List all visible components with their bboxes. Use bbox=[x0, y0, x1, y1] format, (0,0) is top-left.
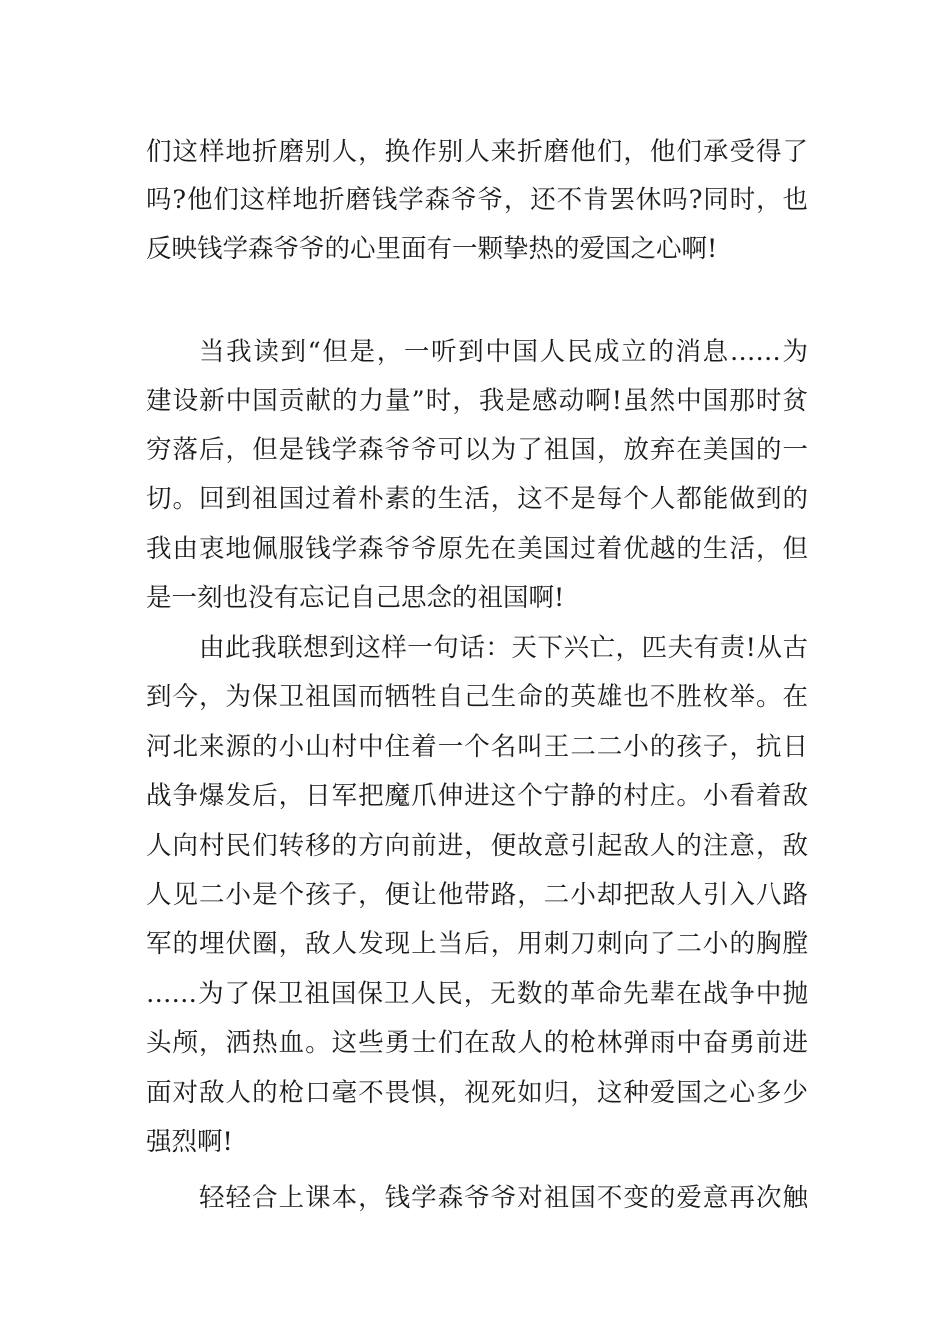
paragraph-1-line-2: 吗?他们这样地折磨钱学森爷爷，还不肯罢休吗?同时，也 bbox=[146, 185, 808, 215]
paragraph-2-line-6: 是一刻也没有忘记自己思念的祖国啊! bbox=[146, 583, 565, 613]
paragraph-3-line-3: 河北来源的小山村中住着一个名叫王二二小的孩子，抗日 bbox=[146, 732, 808, 762]
paragraph-3-line-2: 到今，为保卫祖国而牺牲自己生命的英雄也不胜枚举。在 bbox=[146, 682, 808, 712]
paragraph-3-line-1: 由此我联想到这样一句话：天下兴亡，匹夫有责!从古 bbox=[199, 633, 808, 663]
paragraph-2-line-1: 当我读到“但是，一听到中国人民成立的消息……为 bbox=[199, 337, 808, 367]
paragraph-2-line-3: 穷落后，但是钱学森爷爷可以为了祖国，放弃在美国的一 bbox=[146, 435, 808, 465]
paragraph-2-line-5: 我由衷地佩服钱学森爷爷原先在美国过着优越的生活，但 bbox=[146, 534, 808, 564]
paragraph-3-line-6: 人见二小是个孩子，便让他带路，二小却把敌人引入八路 bbox=[146, 880, 808, 910]
paragraph-2-line-4: 切。回到祖国过着朴素的生活，这不是每个人都能做到的 bbox=[146, 484, 808, 514]
paragraph-3-line-4: 战争爆发后，日军把魔爪伸进这个宁静的村庄。小看着敌 bbox=[146, 781, 808, 811]
paragraph-1-line-3: 反映钱学森爷爷的心里面有一颗挚热的爱国之心啊! bbox=[146, 234, 718, 264]
paragraph-2-line-2: 建设新中国贡献的力量”时，我是感动啊!虽然中国那时贫 bbox=[146, 386, 808, 416]
paragraph-1-line-1: 们这样地折磨别人，换作别人来折磨他们，他们承受得了 bbox=[146, 137, 808, 167]
paragraph-3-line-10: 面对敌人的枪口毫不畏惧，视死如归，这种爱国之心多少 bbox=[146, 1078, 808, 1108]
paragraph-3-line-5: 人向村民们转移的方向前进，便故意引起敌人的注意，敌 bbox=[146, 831, 808, 861]
paragraph-3-line-9: 头颅，洒热血。这些勇士们在敌人的枪林弹雨中奋勇前进 bbox=[146, 1028, 808, 1058]
paragraph-3-line-7: 军的埋伏圈，敌人发现上当后，用刺刀刺向了二小的胸膛 bbox=[146, 929, 808, 959]
paragraph-3-line-8: ……为了保卫祖国保卫人民，无数的革命先辈在战争中抛 bbox=[146, 979, 808, 1009]
paragraph-3-line-11: 强烈啊! bbox=[146, 1127, 233, 1157]
paragraph-4-line-1: 轻轻合上课本，钱学森爷爷对祖国不变的爱意再次触 bbox=[199, 1183, 808, 1213]
